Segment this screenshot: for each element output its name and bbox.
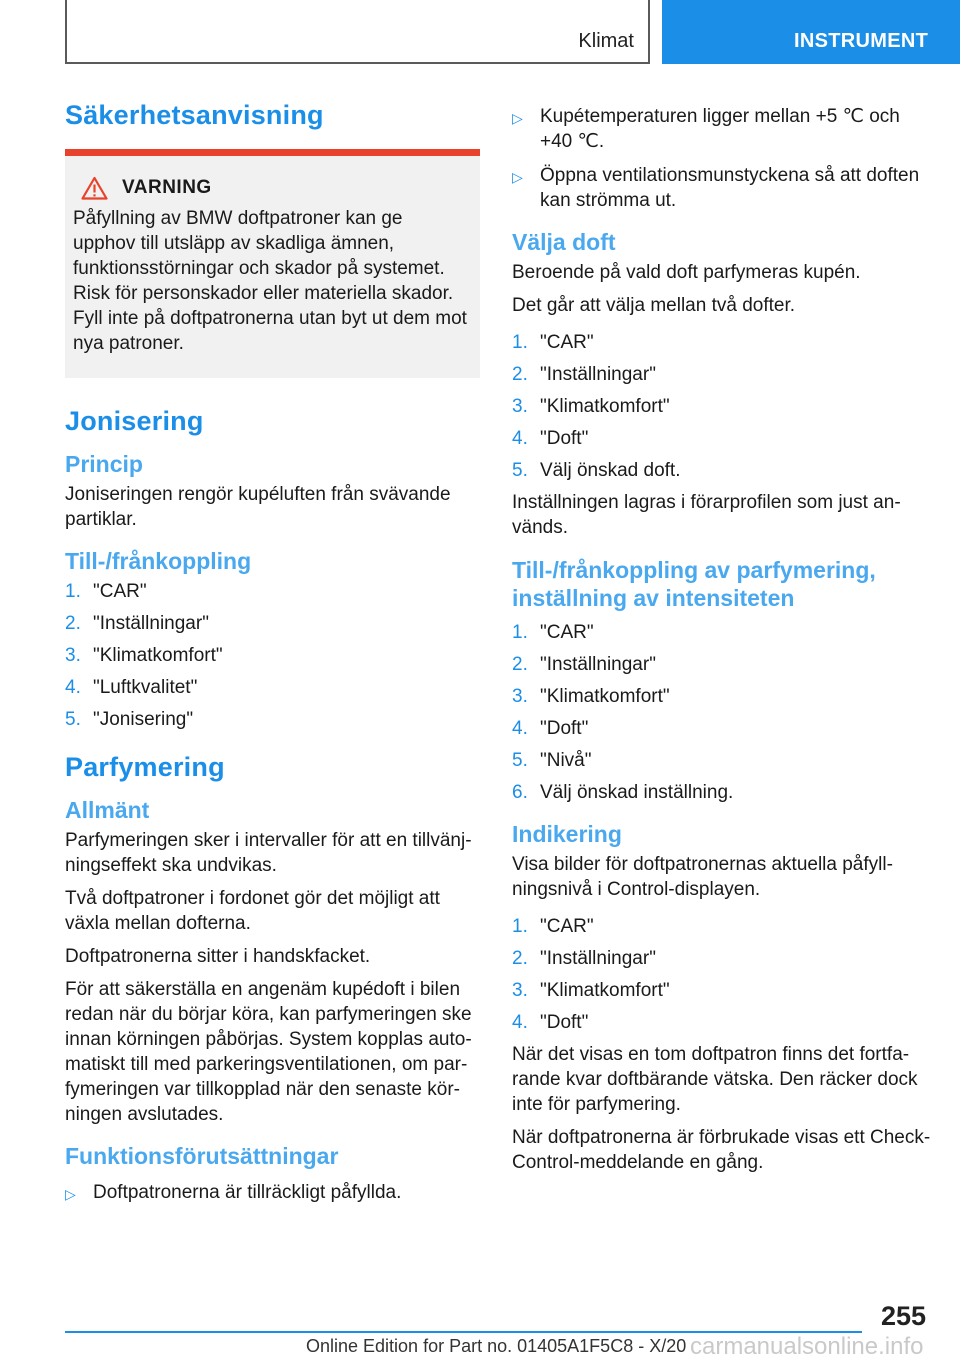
header-section-tab — [65, 0, 650, 64]
general-paragraph: Doftpatronerna sitter i handskfacket. — [65, 946, 371, 967]
list-item: 3. "Klimatkomfort" — [512, 686, 670, 707]
list-item: 2. "Inställningar" — [512, 948, 656, 969]
warning-triangle-icon — [81, 176, 108, 200]
list-item: 4. "Doft" — [512, 1012, 589, 1033]
left-column — [65, 100, 480, 1216]
intensity-steps — [512, 620, 932, 805]
list-item: ▷ Doftpatronerna är tillräckligt påfyllda. — [65, 1180, 480, 1207]
general-paragraph: Parfymeringen sker i intervaller för att en tillvänjningseffekt ska undvikas. — [65, 830, 472, 876]
choose-paragraph: Det går att välja mellan två dofter. — [512, 295, 796, 316]
indication-paragraph: När det visas en tom doftpatron finns det fortfarande kvar doftbärande vätska. Den räcker dock inte för parfymering. — [512, 1044, 918, 1115]
intensity-heading: Till-/frånkoppling av parfymering, inställning av intensiteten — [512, 557, 876, 611]
list-item: 1. "CAR" — [512, 622, 594, 643]
warning-header — [73, 176, 470, 200]
safety-heading: Säkerhetsanvisning — [65, 100, 324, 130]
list-item: 3. "Klimatkomfort" — [65, 645, 223, 666]
list-item: 3. "Klimatkomfort" — [512, 396, 670, 417]
list-item: 3. "Klimatkomfort" — [512, 980, 670, 1001]
conditions-list — [65, 1180, 480, 1207]
conditions-heading: Funktionsförutsättningar — [65, 1143, 339, 1169]
list-item: ▷ Öppna ventilationsmunstyckena så att doften kan strömma ut. — [512, 165, 920, 211]
general-paragraph: Två doftpatroner i fordonet gör det möjligt att växla mellan dofterna. — [65, 888, 440, 934]
bullet-triangle-icon: ▷ — [512, 169, 523, 185]
list-item: 2. "Inställningar" — [512, 364, 656, 385]
footer-watermark: carmanualsonline.info — [690, 1333, 924, 1360]
right-column — [512, 104, 932, 1183]
general-paragraph: För att säkerställa en angenäm kupédoft i bilen redan när du börjar köra, kan parfymeringen ske innan körningen påbörjas. System kopplas automatiskt till med parkeringsventilationen, om parfymeringen var tillkopplad när den senaste körningen avslutades. — [65, 979, 472, 1125]
indication-steps — [512, 914, 932, 1035]
page-number: 255 — [880, 1301, 926, 1331]
choose-steps — [512, 330, 932, 483]
warning-title: VARNING — [122, 177, 212, 198]
indication-text: Visa bilder för doftpatronernas aktuella påfyllningsnivå i Control-displayen. — [512, 854, 893, 900]
choose-note: Inställningen lagras i förarprofilen som just används. — [512, 492, 901, 538]
footer-edition: Online Edition for Part no. 01405A1F5C8 - X/20 — [306, 1336, 687, 1356]
list-item: 5. "Nivå" — [512, 750, 592, 771]
list-item: 1. "CAR" — [65, 581, 147, 602]
list-item: 4. "Doft" — [512, 718, 589, 739]
indication-paragraph: När doftpatronerna är förbrukade visas ett Check-Control-meddelande en gång. — [512, 1127, 931, 1173]
onoff-steps — [65, 579, 480, 732]
indication-heading: Indikering — [512, 821, 622, 847]
ionization-heading: Jonisering — [65, 406, 204, 436]
choose-paragraph: Beroende på vald doft parfymeras kupén. — [512, 262, 861, 283]
conditions-list-continued — [512, 104, 932, 213]
general-heading: Allmänt — [65, 797, 150, 823]
warning-text: Påfyllning av BMW doftpatroner kan ge upphov till utsläpp av skadliga ämnen, funktionsstörningar och skador på systemet. Risk för personskador eller materiella skador. Fyll inte på doftpatronerna utan byt ut dem mot nya patroner. — [73, 208, 467, 354]
list-item: 1. "CAR" — [512, 332, 594, 353]
warning-box — [65, 149, 480, 378]
header-section-title: Klimat — [578, 30, 634, 52]
list-item: 5. "Jonisering" — [65, 709, 194, 730]
list-item: 2. "Inställningar" — [512, 654, 656, 675]
principle-heading: Princip — [65, 451, 143, 477]
list-item: 6. Välj önskad inställning. — [512, 782, 734, 803]
perfume-heading: Parfymering — [65, 752, 225, 782]
header-chapter-tab: INSTRUMENT — [662, 0, 960, 64]
list-item: 4. "Luftkvalitet" — [65, 677, 198, 698]
bullet-triangle-icon: ▷ — [512, 110, 523, 126]
list-item: 4. "Doft" — [512, 428, 589, 449]
list-item: 2. "Inställningar" — [65, 613, 209, 634]
onoff-heading: Till-/frånkoppling — [65, 548, 252, 574]
choose-scent-heading: Välja doft — [512, 229, 616, 255]
principle-text: Joniseringen rengör kupéluften från svävande partiklar. — [65, 484, 451, 530]
list-item: ▷ Kupétemperaturen ligger mellan +5 ℃ och +40 ℃. — [512, 106, 900, 152]
bullet-triangle-icon: ▷ — [65, 1186, 76, 1202]
list-item: 1. "CAR" — [512, 916, 594, 937]
list-item: 5. Välj önskad doft. — [512, 460, 681, 481]
